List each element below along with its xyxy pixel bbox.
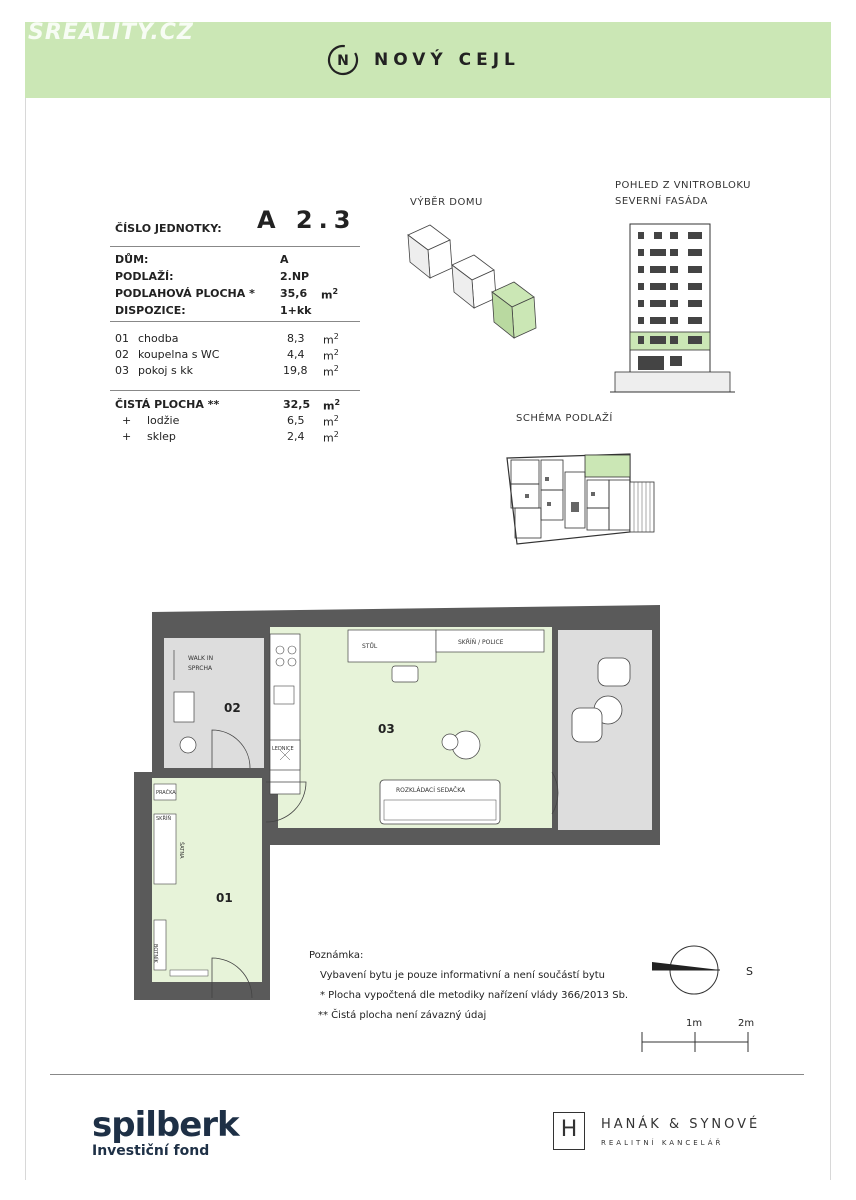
note-line: ** Čistá plocha není závazný údaj xyxy=(318,1010,487,1021)
extra-area: 2,4 xyxy=(287,430,305,443)
scale-label-2m: 2m xyxy=(738,1018,755,1029)
extra-area: 6,5 xyxy=(287,414,305,427)
logo-letter: N xyxy=(337,53,349,69)
label-wardrobe: ŠATNA xyxy=(178,842,184,859)
net-unit: $m^2$ xyxy=(323,398,341,413)
spilberk-logo: spilberk xyxy=(92,1105,239,1145)
scale-label-1m: 1m xyxy=(686,1018,703,1029)
room-03-label: 03 xyxy=(378,722,395,736)
room-unit: $m^2$ xyxy=(323,332,339,347)
room-no: 02 xyxy=(115,348,129,361)
note-title: Poznámka: xyxy=(309,950,364,961)
divider xyxy=(110,321,360,322)
room-unit: $m^2$ xyxy=(323,364,339,379)
footer-divider xyxy=(50,1074,804,1075)
room-name: chodba xyxy=(138,332,179,345)
house-selection-diagram xyxy=(400,220,550,350)
room-02-label: 02 xyxy=(224,701,241,715)
net-label: ČISTÁ PLOCHA ** xyxy=(115,398,220,411)
summary-label: PODLAŽÍ: xyxy=(115,270,174,283)
summary-value: A xyxy=(280,253,289,266)
project-logo-icon xyxy=(327,44,359,76)
compass-label: S xyxy=(746,965,753,978)
summary-value: 1+kk xyxy=(280,304,312,317)
watermark: SREALITY.CZ xyxy=(28,20,194,45)
extra-name: sklep xyxy=(147,430,176,443)
extra-name: lodžie xyxy=(147,414,180,427)
caption-facade: POHLED Z VNITROBLOKU xyxy=(615,180,751,191)
extra-unit: $m^2$ xyxy=(323,430,339,445)
compass-icon xyxy=(650,940,760,1000)
divider xyxy=(110,390,360,391)
extra-sign: + xyxy=(122,430,132,443)
unit-label: ČÍSLO JEDNOTKY: xyxy=(115,222,222,235)
room-area: 19,8 xyxy=(283,364,308,377)
floor-schema-diagram xyxy=(505,452,665,548)
summary-value: 35,6 xyxy=(280,287,308,300)
hanak-logo-icon: H xyxy=(553,1112,585,1150)
label-shoe-cabinet: BOTNÍK xyxy=(152,944,158,963)
label-washer: PRAČKA xyxy=(156,790,176,796)
label-walk-in: WALK IN xyxy=(188,655,214,662)
extra-sign: + xyxy=(122,414,132,427)
summary-label: PODLAHOVÁ PLOCHA * xyxy=(115,287,255,300)
caption-floor: SCHÉMA PODLAŽÍ xyxy=(516,413,613,424)
hanak-name: HANÁK & SYNOVÉ xyxy=(601,1117,761,1132)
label-wardrobe-shelf: SKŘÍŇ / POLICE xyxy=(458,639,504,646)
label-fridge: LEDNICE xyxy=(272,746,294,752)
label-shower: SPRCHA xyxy=(188,665,213,672)
room-name: pokoj s kk xyxy=(138,364,193,377)
room-unit: $m^2$ xyxy=(323,348,339,363)
extra-unit: $m^2$ xyxy=(323,414,339,429)
summary-unit: $m^2$ xyxy=(321,287,339,302)
unit-number: A 2.3 xyxy=(257,206,357,234)
net-value: 32,5 xyxy=(283,398,311,411)
room-no: 01 xyxy=(115,332,129,345)
label-closet: SKŘÍŇ xyxy=(156,816,172,822)
hanak-subtitle: REALITNÍ KANCELÁŘ xyxy=(601,1139,724,1147)
spilberk-subtitle: Investiční fond xyxy=(92,1143,210,1159)
label-sofa: ROZKLÁDACÍ SEDAČKA xyxy=(396,787,466,794)
project-name: NOVÝ CEJL xyxy=(374,50,520,70)
note-line: * Plocha vypočtená dle metodiky nařízení vlády 366/2013 Sb. xyxy=(320,990,629,1001)
summary-label: DŮM: xyxy=(115,253,149,266)
room-name: koupelna s WC xyxy=(138,348,220,361)
divider xyxy=(110,246,360,247)
room-no: 03 xyxy=(115,364,129,377)
facade-diagram xyxy=(610,214,740,404)
scale-bar xyxy=(636,1012,761,1054)
label-desk: STŮL xyxy=(362,643,378,650)
caption-facade-2: SEVERNÍ FASÁDA xyxy=(615,196,708,207)
room-area: 4,4 xyxy=(287,348,305,361)
room-area: 8,3 xyxy=(287,332,305,345)
room-01-label: 01 xyxy=(216,891,233,905)
summary-value: 2.NP xyxy=(280,270,310,283)
apartment-floor-plan xyxy=(130,600,670,1010)
note-line: Vybavení bytu je pouze informativní a není součástí bytu xyxy=(320,970,605,981)
caption-house: VÝBĚR DOMU xyxy=(410,197,483,208)
summary-label: DISPOZICE: xyxy=(115,304,186,317)
